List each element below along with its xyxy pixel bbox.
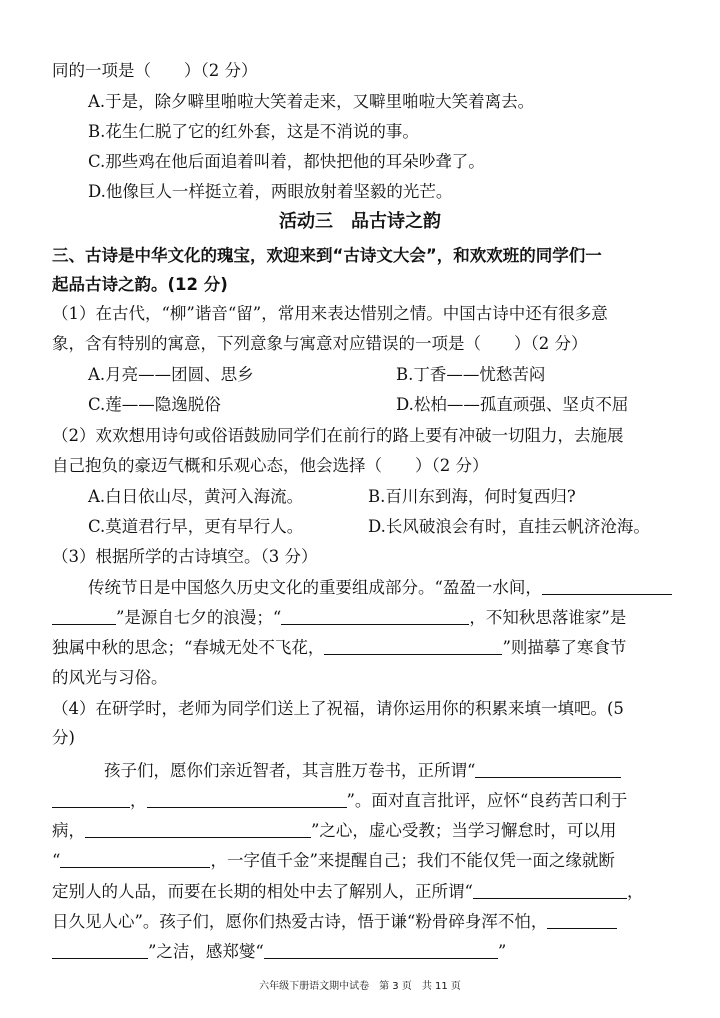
answer-blank[interactable] <box>52 942 148 959</box>
sub2-line1: （2）欢欢想用诗句或俗语鼓励同学们在前行的路上要有冲破一切阻力，去施展 <box>52 426 624 445</box>
answer-blank[interactable] <box>147 791 347 808</box>
sub2-option-a: A.白日依山尽，黄河入海流。 <box>88 487 304 506</box>
sub3-line1 <box>88 577 672 599</box>
sub2-line2: 自己抱负的豪迈气概和乐观心态，他会选择（ ）（2 分） <box>52 456 489 475</box>
answer-blank[interactable] <box>542 578 672 595</box>
sub3-text-2: ”是源自七夕的浪漫；“ <box>116 608 282 627</box>
answer-blank[interactable] <box>281 608 469 625</box>
sub4-line5 <box>52 881 643 903</box>
sub4-text-4: 病， <box>52 821 85 840</box>
page-footer: 六年级下册语文期中试卷 第 3 页 共 11 页 <box>259 981 461 992</box>
section3-intro-line2: 起品古诗之韵。(12 分) <box>52 275 228 294</box>
sub2-option-d: D.长风破浪会有时，直挂云帆济沧海。 <box>368 517 650 536</box>
sub3-text-5: ”则描摹了寒食节 <box>502 638 627 657</box>
sub3-text-4: 独属中秋的思念；“春城无处不飞花， <box>52 638 325 657</box>
sub1-option-b: B.丁香——忧愁苦闷 <box>396 365 546 384</box>
answer-blank[interactable] <box>52 608 116 625</box>
sub2-option-b: B.百川东到海，何时复西归? <box>368 487 576 506</box>
sub4-text-12: ” <box>497 942 507 961</box>
activity-title: 活动三 品古诗之韵 <box>279 211 441 232</box>
section3-intro-line1: 三、古诗是中华文化的瑰宝，欢迎来到“古诗文大会”，和欢欢班的同学们一 <box>52 246 602 265</box>
sub4-text-1: 孩子们，愿你们亲近智者，其言胜万卷书，正所谓“ <box>104 761 476 780</box>
answer-blank[interactable] <box>473 882 627 899</box>
sub2-option-c: C.莫道君行早，更有早行人。 <box>88 517 304 536</box>
q2-stem-end: 同的一项是（ ）（2 分） <box>52 61 258 80</box>
sub4-text-10: 日久见人心”。孩子们，愿你们热爱古诗，悟于谦“粉骨碎身浑不怕， <box>52 912 548 931</box>
sub1-option-c: C.莲——隐逸脱俗 <box>88 395 221 414</box>
sub3-text-1: 传统节日是中国悠久历史文化的重要组成部分。“盈盈一水间， <box>88 578 542 597</box>
sub1-option-d: D.松柏——孤直顽强、坚贞不屈 <box>396 395 629 414</box>
sub4-text-7: ，一字值千金”来提醒自己；我们不能仅凭一面之缘就断 <box>210 851 615 870</box>
sub4-text-9: ， <box>626 882 644 901</box>
sub1-line2: 象，含有特别的寓意，下列意象与寓意对应错误的一项是（ ）（2 分） <box>52 334 588 353</box>
answer-blank[interactable] <box>324 638 502 655</box>
sub3-line4: 的风光与习俗。 <box>52 668 168 687</box>
q2-option-a: A.于是，除夕噼里啪啦大笑着走来，又噼里啪啦大笑着离去。 <box>88 92 535 111</box>
sub1-line1: （1）在古代，“柳”谐音“留”，常用来表达惜别之情。中国古诗中还有很多意 <box>52 304 608 323</box>
sub4-line2 <box>52 790 627 812</box>
sub4-line4 <box>52 850 615 872</box>
sub4-line6 <box>52 911 617 933</box>
sub4-title-line2: 分) <box>52 728 75 747</box>
q2-option-d: D.他像巨人一样挺立着，两眼放射着坚毅的光芒。 <box>88 182 453 201</box>
answer-blank[interactable] <box>264 942 498 959</box>
answer-blank[interactable] <box>85 821 311 838</box>
sub4-title-line1: （4）在研学时，老师为同学们送上了祝福，请你运用你的积累来填一填吧。(5 <box>52 699 624 718</box>
sub4-line3 <box>52 820 616 842</box>
answer-blank[interactable] <box>547 912 617 929</box>
sub4-text-2: ， <box>130 791 147 810</box>
sub4-text-3: ”。面对直言批评，应怀“良药苦口利于 <box>346 791 628 810</box>
sub3-line3 <box>52 637 626 659</box>
sub1-option-a: A.月亮——团圆、思乡 <box>88 365 254 384</box>
answer-blank[interactable] <box>60 851 210 868</box>
q2-option-b: B.花生仁脱了它的红外套，这是不消说的事。 <box>88 122 419 141</box>
sub4-text-8: 定别人的人品，而要在长期的相处中去了解别人，正所谓“ <box>52 882 473 901</box>
sub3-title: （3）根据所学的古诗填空。（3 分） <box>52 547 318 566</box>
answer-blank[interactable] <box>475 761 621 778</box>
sub4-line1 <box>104 760 621 782</box>
sub3-line2 <box>52 607 626 629</box>
sub4-line7 <box>52 941 506 963</box>
q2-option-c: C.那些鸡在他后面追着叫着，都快把他的耳朵吵聋了。 <box>88 152 485 171</box>
answer-blank[interactable] <box>52 791 130 808</box>
sub4-text-11: ”之洁，感郑燮“ <box>148 942 264 961</box>
sub3-text-3: ，不知秋思落谁家”是 <box>469 608 627 627</box>
sub4-text-5: ”之心，虚心受教；当学习懈怠时，可以用 <box>311 821 617 840</box>
sub4-text-6: “ <box>52 851 61 870</box>
